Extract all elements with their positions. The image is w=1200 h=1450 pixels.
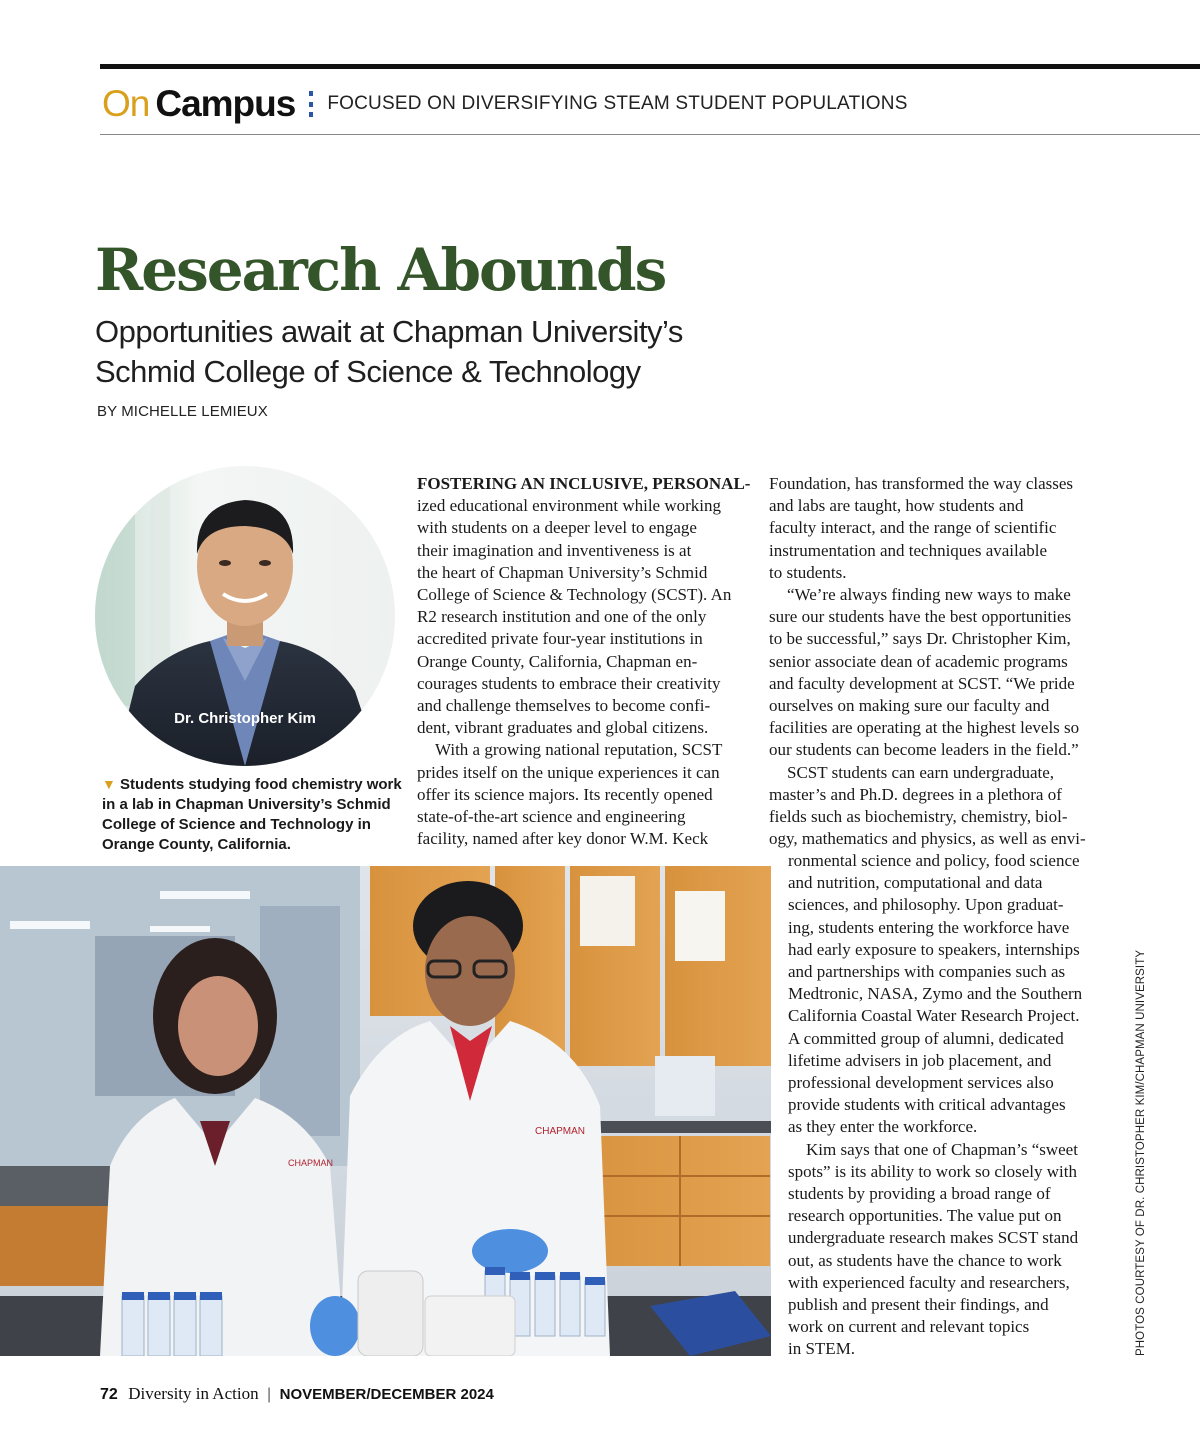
body-column-right bbox=[769, 473, 1086, 850]
body-line: SCST students can earn undergraduate, bbox=[787, 762, 1055, 782]
body-line: out, as students have the chance to work bbox=[788, 1250, 1062, 1270]
body-line: facility, named after key donor W.M. Keck bbox=[417, 829, 709, 849]
body-line: lifetime advisers in job placement, and bbox=[788, 1050, 1052, 1070]
body-line: Orange County, California, Chapman en- bbox=[417, 651, 698, 671]
section-on: On bbox=[102, 83, 150, 124]
body-line: and challenge themselves to become confi- bbox=[417, 696, 711, 716]
body-line: and partnerships with companies such as bbox=[788, 962, 1066, 982]
page-footer bbox=[100, 1384, 494, 1404]
body-line: to be successful,” says Dr. Christopher Kim, bbox=[769, 629, 1071, 649]
body-line: Medtronic, NASA, Zymo and the Southern bbox=[788, 984, 1083, 1004]
body-line: and faculty development at SCST. “We pride bbox=[769, 673, 1075, 693]
body-line: R2 research institution and one of the only bbox=[417, 607, 707, 627]
body-line: undergraduate research makes SCST stand bbox=[788, 1228, 1079, 1248]
body-line: senior associate dean of academic programs bbox=[769, 651, 1068, 671]
body-line: publish and present their findings, and bbox=[788, 1295, 1049, 1315]
caption-text: Students studying food chemistry work in a lab in Chapman University’s Schmid College of Science and Technology in Orange County, California. bbox=[102, 776, 402, 853]
body-line: in STEM. bbox=[788, 1339, 856, 1359]
body-line: faculty interact, and the range of scientific bbox=[769, 518, 1057, 538]
body-line: ronmental science and policy, food science bbox=[788, 851, 1080, 870]
article-title: Research Abounds bbox=[95, 236, 666, 304]
page-number: 72 bbox=[100, 1386, 118, 1403]
body-line: our students can become leaders in the field.” bbox=[769, 740, 1079, 760]
byline: BY MICHELLE LEMIEUX bbox=[97, 403, 268, 420]
deck-line: Schmid College of Science & Technology bbox=[95, 354, 641, 389]
body-line: instrumentation and techniques available bbox=[769, 540, 1048, 560]
body-line: work on current and relevant topics bbox=[788, 1317, 1030, 1337]
coat-logo: CHAPMAN bbox=[535, 1126, 586, 1137]
body-line: facilities are operating at the highest levels so bbox=[769, 718, 1080, 738]
body-line: ourselves on making sure our faculty and bbox=[769, 696, 1050, 716]
body-line: as they enter the workforce. bbox=[788, 1117, 978, 1137]
section-campus: Campus bbox=[155, 83, 296, 124]
deck-line: Opportunities await at Chapman University’s bbox=[95, 314, 683, 349]
body-line: and nutrition, computational and data bbox=[788, 873, 1043, 893]
section-header bbox=[102, 82, 908, 126]
article-deck bbox=[95, 312, 795, 392]
body-line: had early exposure to speakers, internships bbox=[788, 939, 1080, 959]
body-line: California Coastal Water Research Project. bbox=[788, 1006, 1080, 1026]
body-line: Kim says that one of Chapman’s “sweet bbox=[806, 1139, 1078, 1159]
body-line: their imagination and inventiveness is at bbox=[417, 540, 692, 560]
body-line: dent, vibrant graduates and global citizens. bbox=[417, 718, 709, 738]
body-line: state-of-the-art science and engineering bbox=[417, 807, 686, 827]
body-line: “We’re always finding new ways to make bbox=[787, 585, 1071, 605]
body-line: master’s and Ph.D. degrees in a plethora of bbox=[769, 784, 1062, 804]
body-line: accredited private four-year institutions in bbox=[417, 629, 703, 649]
body-line: with students on a deeper level to engage bbox=[417, 518, 697, 538]
section-tagline: FOCUSED ON DIVERSIFYING STEAM STUDENT POPULATIONS bbox=[327, 93, 908, 114]
triangle-down-icon: ▼ bbox=[102, 776, 116, 792]
body-line: to students. bbox=[769, 562, 847, 582]
body-line: With a growing national reputation, SCST bbox=[435, 740, 723, 760]
lab-photo bbox=[0, 866, 771, 1356]
photo-credit: PHOTOS COURTESY OF DR. CHRISTOPHER KIM/CHAPMAN UNIVERSITY bbox=[1135, 949, 1147, 1356]
body-line: sure our students have the best opportunities bbox=[769, 607, 1072, 627]
body-line: prides itself on the unique experiences it can bbox=[417, 762, 720, 782]
body-line: research opportunities. The value put on bbox=[788, 1206, 1062, 1226]
body-line: fields such as biochemistry, chemistry, biol- bbox=[769, 807, 1068, 827]
body-line: the heart of Chapman University’s Schmid bbox=[417, 562, 708, 582]
header-rule bbox=[100, 134, 1200, 135]
body-line: sciences, and philosophy. Upon graduat- bbox=[788, 895, 1064, 915]
issue-date: NOVEMBER/DECEMBER 2024 bbox=[279, 1386, 494, 1403]
body-column-right-lower bbox=[788, 850, 1082, 1361]
body-line: with experienced faculty and researchers, bbox=[788, 1272, 1070, 1292]
body-line: courages students to embrace their creativity bbox=[417, 673, 721, 693]
body-line: Foundation, has transformed the way classes bbox=[769, 474, 1074, 493]
coat-logo: CHAPMAN bbox=[288, 1158, 334, 1168]
body-line: ized educational environment while working bbox=[417, 496, 722, 516]
photo-caption bbox=[102, 774, 402, 855]
body-line: and labs are taught, how students and bbox=[769, 496, 1024, 516]
body-line: A committed group of alumni, dedicated bbox=[788, 1028, 1064, 1048]
body-column-middle bbox=[417, 473, 750, 850]
body-line: professional development services also bbox=[788, 1073, 1054, 1093]
dotted-divider-icon bbox=[309, 91, 313, 117]
top-rule bbox=[100, 64, 1200, 69]
body-line: spots” is its ability to work so closely with bbox=[788, 1161, 1077, 1181]
body-line: students by providing a broad range of bbox=[788, 1184, 1051, 1204]
body-line: offer its science majors. Its recently opened bbox=[417, 784, 713, 804]
portrait-label: Dr. Christopher Kim bbox=[174, 710, 316, 727]
body-line: ing, students entering the workforce have bbox=[788, 917, 1070, 937]
footer-separator: | bbox=[267, 1386, 272, 1403]
body-line: FOSTERING AN INCLUSIVE, PERSONAL- bbox=[417, 474, 751, 493]
magazine-name: Diversity in Action bbox=[128, 1384, 259, 1403]
body-line: College of Science & Technology (SCST). An bbox=[417, 585, 732, 605]
body-line: provide students with critical advantages bbox=[788, 1095, 1066, 1115]
body-line: ogy, mathematics and physics, as well as envi- bbox=[769, 829, 1086, 849]
